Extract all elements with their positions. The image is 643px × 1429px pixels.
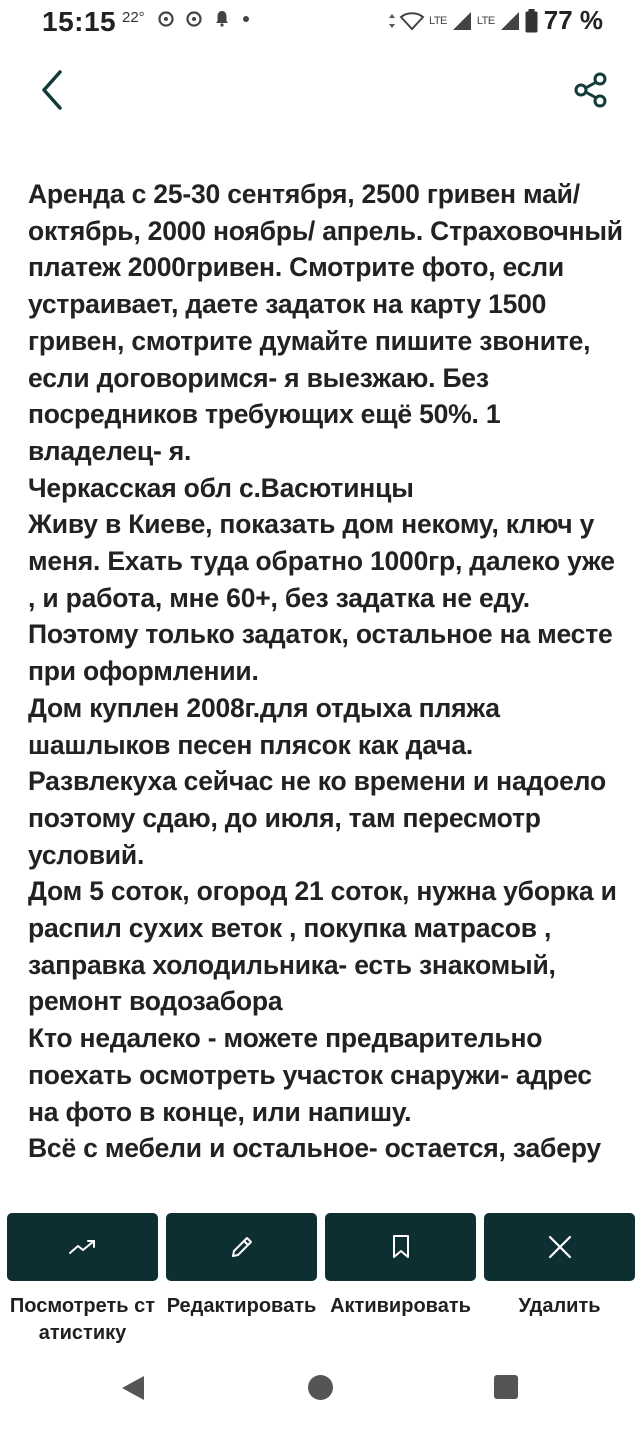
action-bar	[7, 1213, 636, 1347]
network-label: LTE	[429, 14, 447, 27]
share-button[interactable]	[569, 68, 613, 112]
dot-icon	[242, 15, 250, 23]
network-label-2: LTE	[476, 14, 495, 27]
wifi-icon	[401, 13, 423, 29]
share-icon	[573, 72, 609, 108]
top-bar	[0, 60, 643, 124]
action-edit	[166, 1213, 317, 1347]
circle-home-icon[interactable]	[308, 1375, 333, 1400]
activate-button[interactable]	[325, 1213, 476, 1281]
bookmark-icon	[391, 1234, 411, 1260]
triangle-back-icon[interactable]	[120, 1374, 146, 1402]
app-notification-icon	[186, 11, 202, 27]
edit-label: Редактировать	[166, 1295, 317, 1317]
app-notification-icon	[158, 11, 174, 27]
status-bar	[0, 0, 643, 48]
trending-up-icon	[68, 1237, 98, 1257]
action-statistics	[7, 1213, 158, 1347]
close-icon	[547, 1234, 573, 1260]
statistics-label: Посмотреть статистику	[9, 1295, 156, 1344]
edit-button[interactable]	[166, 1213, 317, 1281]
square-recents-icon[interactable]	[494, 1375, 518, 1399]
pencil-icon	[229, 1234, 255, 1260]
notification-icons	[158, 10, 250, 27]
status-temperature: 22°	[122, 9, 145, 26]
chevron-left-icon	[40, 70, 64, 110]
signal-icon	[453, 12, 471, 30]
battery-percent: 77 %	[543, 5, 603, 35]
status-right-icons	[389, 5, 603, 36]
activate-label: Активировать	[330, 1295, 471, 1317]
status-time: 15:15	[42, 6, 117, 37]
statistics-button[interactable]	[7, 1213, 158, 1281]
bell-icon	[214, 10, 230, 27]
signal-icon	[501, 12, 519, 30]
action-delete	[484, 1213, 635, 1347]
action-activate	[325, 1213, 476, 1347]
listing-description: Аренда с 25-30 сентября, 2500 гривен май/ октябрь, 2000 ноябрь/ апрель. Страховочный платеж 2000гривен. Смотрите фото, если устраивает, даете задаток на карту 1500 гривен, смотрите думайте пишите звоните, если договоримся- я выезжаю. Без посредников требующих ещё 50%. 1 владелец- я. Черкасская обл с.Васютинцы Живу в Киеве, показать дом некому, ключ у меня. Ехать туда обратно 1000гр, далеко уже , и работа, мне 60+, без задатка не еду. Поэтому только задаток, остальное на месте при оформлении. Дом куплен 2008г.для отдыха пляжа шашлыков песен плясок как дача. Развлекуха сейчас не ко времени и надоело поэтому сдаю, до июля, там пересмотр условий. Дом 5 соток, огород 21 соток, нужна уборка и распил сухих веток , покупка матрасов , заправка холодильника- есть знакомый, ремонт водозабора Кто недалеко - можете предварительно поехать осмотреть участок снаружи- адрес на фото в конце, или напишу. Всё с мебели и остальное- остается, заберу	[28, 179, 623, 1164]
back-button[interactable]	[28, 66, 76, 114]
battery-icon	[525, 9, 538, 33]
delete-label: Удалить	[518, 1295, 601, 1317]
system-nav-bar	[0, 1360, 643, 1420]
data-arrows-icon	[389, 14, 395, 28]
delete-button[interactable]	[484, 1213, 635, 1281]
